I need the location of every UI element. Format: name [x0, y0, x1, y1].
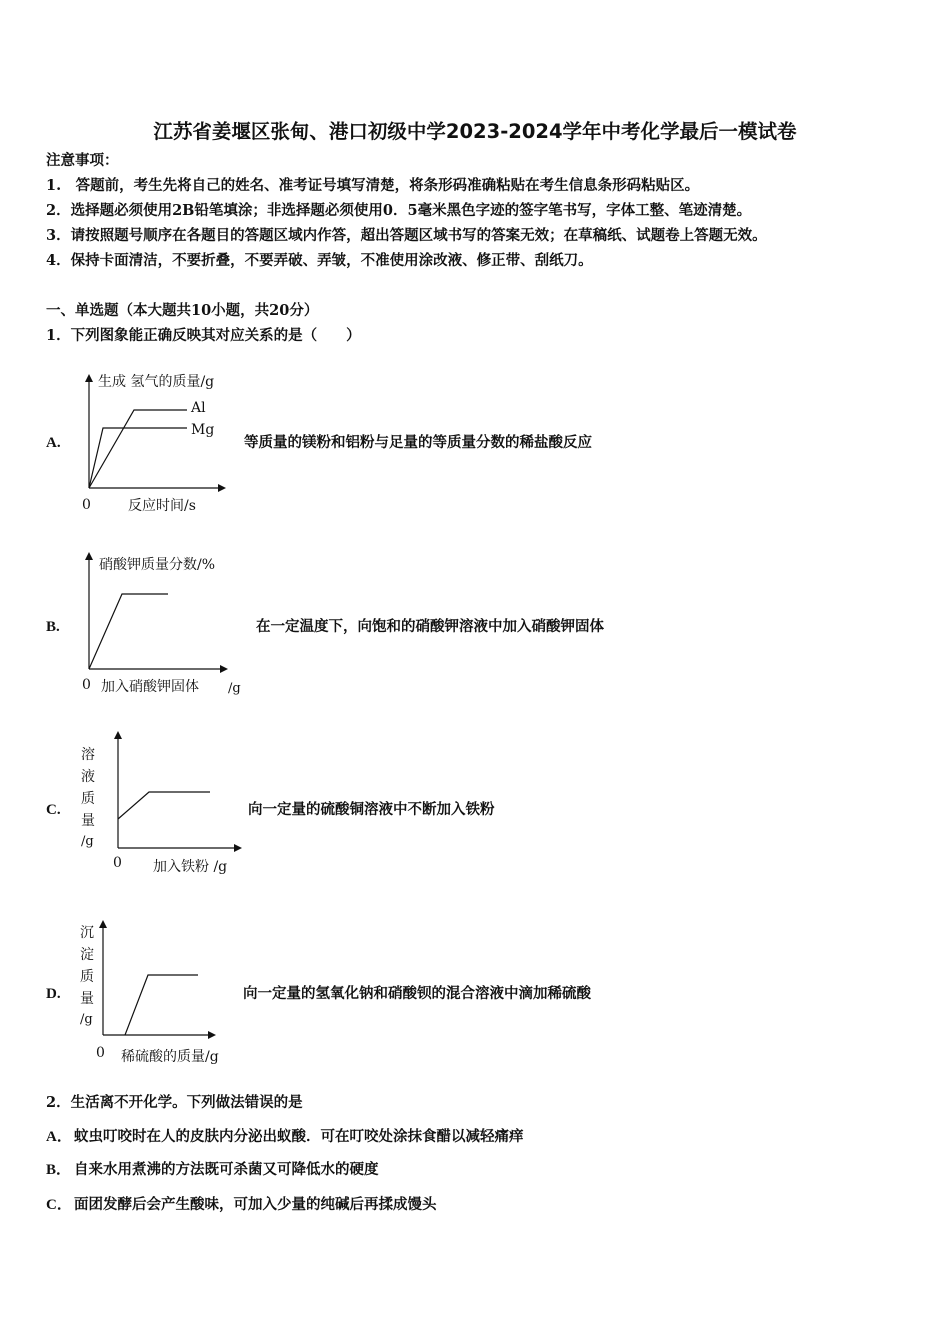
graph-b-x-label: 加入硝酸钾固体 [101, 679, 199, 695]
graph-d-curve [125, 975, 198, 1035]
graph-a [82, 373, 222, 514]
page-title: 江苏省姜堰区张甸、港口初级中学2023-2024学年中考化学最后一模试卷 [153, 120, 797, 143]
q2-option-a-label: A． [46, 1129, 72, 1145]
graph-c [81, 735, 238, 875]
q1-option-b-text: 在一定温度下，向饱和的硝酸钾溶液中加入硝酸钾固体 [256, 618, 604, 635]
graph-b-y-label: 硝酸钾质量分数/% [99, 557, 216, 573]
graph-d-y-unit: /g [80, 1012, 93, 1027]
q2-option-a-text: 蚊虫叮咬时在人的皮肤内分泌出蚁酸．可在叮咬处涂抹食醋以减轻痛痒 [74, 1128, 524, 1145]
graph-a-al-curve [89, 410, 187, 488]
graph-a-y-label: 生成 氢气的质量/g [98, 374, 215, 390]
q1-option-d-label: D. [46, 986, 61, 1002]
graph-b-curve [89, 594, 168, 669]
graph-b [82, 556, 241, 696]
graph-a-mg-label: Mg [191, 422, 215, 438]
graph-b-origin: 0 [82, 677, 91, 693]
q2-option-b-label: B． [46, 1162, 72, 1178]
graph-a-x-label: 反应时间/s [128, 498, 196, 514]
graph-c-y-unit: /g [81, 834, 94, 849]
graph-d [80, 924, 219, 1065]
graph-a-origin: 0 [82, 497, 91, 513]
graph-c-y-label-2: 液 [81, 769, 95, 785]
q2-option-c-label: C． [46, 1197, 72, 1213]
graph-c-curve [118, 792, 210, 819]
graph-d-y-label-3: 质 [80, 969, 94, 985]
graph-d-y-label-1: 沉 [80, 925, 94, 941]
q1-option-a-label: A. [46, 435, 61, 451]
notice-item-1: 1. 答题前，考生先将自己的姓名、准考证号填写清楚，将条形码准确粘贴在考生信息条形码粘贴区。 [46, 177, 700, 194]
graph-c-y-label-4: 量 [81, 813, 95, 829]
q2-option-b-text: 自来水用煮沸的方法既可杀菌又可降低水的硬度 [74, 1161, 379, 1178]
graph-c-origin: 0 [113, 855, 122, 871]
graph-d-origin: 0 [96, 1045, 105, 1061]
graph-c-y-label-1: 溶 [81, 747, 95, 763]
q1-option-a-text: 等质量的镁粉和铝粉与足量的等质量分数的稀盐酸反应 [244, 434, 592, 451]
graph-d-x-label: 稀硫酸的质量/g [121, 1049, 219, 1065]
q2-option-c-text: 面团发酵后会产生酸味，可加入少量的纯碱后再揉成馒头 [74, 1196, 437, 1213]
graph-b-x-unit: /g [228, 681, 241, 696]
q1-stem: 1．下列图象能正确反映其对应关系的是（ ） [46, 327, 361, 344]
graph-d-y-label-2: 淀 [80, 947, 94, 963]
graph-d-y-label-4: 量 [80, 991, 94, 1007]
q1-option-b-label: B. [46, 619, 60, 635]
section-heading: 一、单选题（本大题共10小题，共20分） [46, 302, 319, 319]
q1-option-c-text: 向一定量的硫酸铜溶液中不断加入铁粉 [248, 801, 495, 818]
notice-item-3: 3．请按照题号顺序在各题目的答题区域内作答，超出答题区域书写的答案无效；在草稿纸、试题卷上答题无效。 [46, 227, 767, 244]
graph-a-mg-curve [89, 428, 187, 488]
q1-option-d-text: 向一定量的氢氧化钠和硝酸钡的混合溶液中滴加稀硫酸 [243, 985, 591, 1002]
graph-a-al-label: Al [191, 400, 206, 416]
notice-item-4: 4．保持卡面清洁，不要折叠，不要弄破、弄皱，不准使用涂改液、修正带、刮纸刀。 [46, 252, 593, 269]
graph-c-y-label-3: 质 [81, 791, 95, 807]
q1-option-c-label: C. [46, 802, 61, 818]
graph-c-x-label: 加入铁粉 /g [153, 859, 228, 875]
notice-heading: 注意事项： [46, 152, 119, 169]
q2-stem: 2．生活离不开化学。下列做法错误的是 [46, 1094, 303, 1111]
notice-item-2: 2．选择题必须使用2B铅笔填涂；非选择题必须使用0．5毫米黑色字迹的签字笔书写，字体工整、笔迹清楚。 [46, 202, 752, 219]
